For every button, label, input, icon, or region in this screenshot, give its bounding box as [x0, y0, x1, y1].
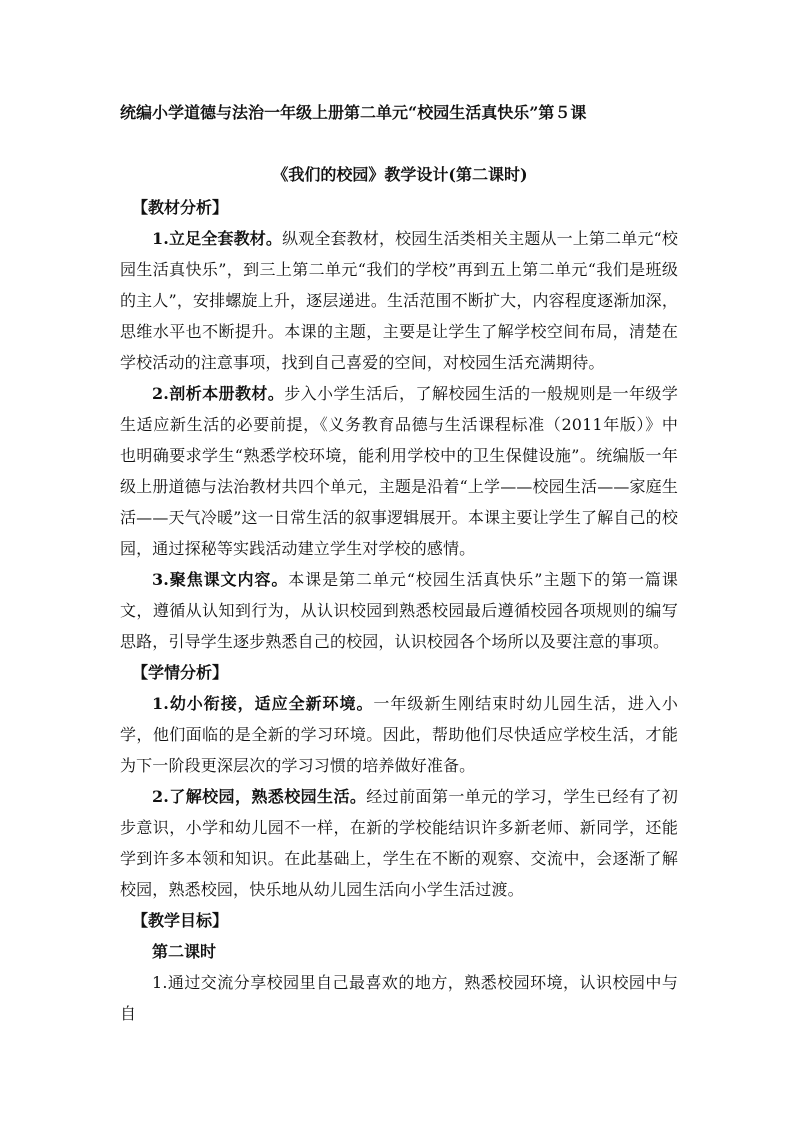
paragraph-text: 步入小学生活后，了解校园生活的一般规则是一年级学生适应新生活的必要前提，《义务教育品德与生活课程标准（2011年版）》中也明确要求学生“熟悉学校环境，能利用学校中的卫生保健设施”。统编版一年级上册道德与法治教材共四个单元，主题是沿着“上学——校园生活——家庭生活——天气冷暖”这一日常生活的叙事逻辑展开。本课主要让学生了解自己的校园，通过探秘等实践活动建立学生对学校的感情。	[120, 384, 678, 558]
paragraph-student-1	[120, 688, 678, 781]
document-title: 《我们的校园》教学设计(第二课时)	[272, 165, 528, 184]
section-heading-objectives: 【教学目标】	[132, 911, 229, 930]
paragraph-text: 一年级新生刚结束时幼儿园生活，进入小学，他们面临的是全新的学习环境。因此，帮助他们尽快适应学校生活，才能为下一阶段更深层次的学习习惯的培养做好准备。	[120, 694, 678, 775]
paragraph-textbook-2	[120, 378, 678, 564]
section-heading-student-analysis: 【学情分析】	[132, 663, 229, 682]
paragraph-text: 本课是第二单元“校园生活真快乐”主题下的第一篇课文，遵循从认知到行为，从认识校园到熟悉校园最后遵循校园各项规则的编写思路，引导学生逐步熟悉自己的校园，认识校园各个场所以及要注意的事项。	[120, 570, 678, 651]
paragraph-textbook-3	[120, 564, 678, 657]
paragraph-textbook-1	[120, 223, 678, 378]
paragraph-text: 1.通过交流分享校园里自己最喜欢的地方，熟悉校园环境，认识校园中与自	[120, 973, 678, 1023]
paragraph-lead: 1.幼小衔接，适应全新环境。	[152, 694, 374, 713]
paragraph-lead: 1.立足全套教材。	[152, 229, 283, 248]
document-body	[120, 192, 678, 1029]
sub-heading-second-lesson: 第二课时	[152, 942, 217, 961]
paragraph-lead: 3.聚焦课文内容。	[152, 570, 289, 589]
paragraph-lead: 2.了解校园，熟悉校园生活。	[152, 787, 367, 806]
paragraph-student-2	[120, 781, 678, 905]
paragraph-text: 纵观全套教材，校园生活类相关主题从一上第二单元“校园生活真快乐”，到三上第二单元“我们的学校”再到五上第二单元“我们是班级的主人”，安排螺旋上升，逐层递进。生活范围不断扩大，内容程度逐渐加深，思维水平也不断提升。本课的主题，主要是让学生了解学校空间布局，清楚在学校活动的注意事项，找到自己喜爱的空间，对校园生活充满期待。	[120, 229, 678, 372]
paragraph-objective-1	[120, 967, 678, 1029]
course-header: 统编小学道德与法治一年级上册第二单元“校园生活真快乐”第５课	[120, 103, 587, 122]
paragraph-text: 经过前面第一单元的学习，学生已经有了初步意识，小学和幼儿园不一样，在新的学校能结识许多新老师、新同学，还能学到许多本领和知识。在此基础上，学生在不断的观察、交流中，会逐渐了解校园，熟悉校园，快乐地从幼儿园生活向小学生活过渡。	[120, 787, 678, 899]
section-heading-textbook-analysis: 【教材分析】	[132, 198, 229, 217]
paragraph-lead: 2.剖析本册教材。	[152, 384, 285, 403]
